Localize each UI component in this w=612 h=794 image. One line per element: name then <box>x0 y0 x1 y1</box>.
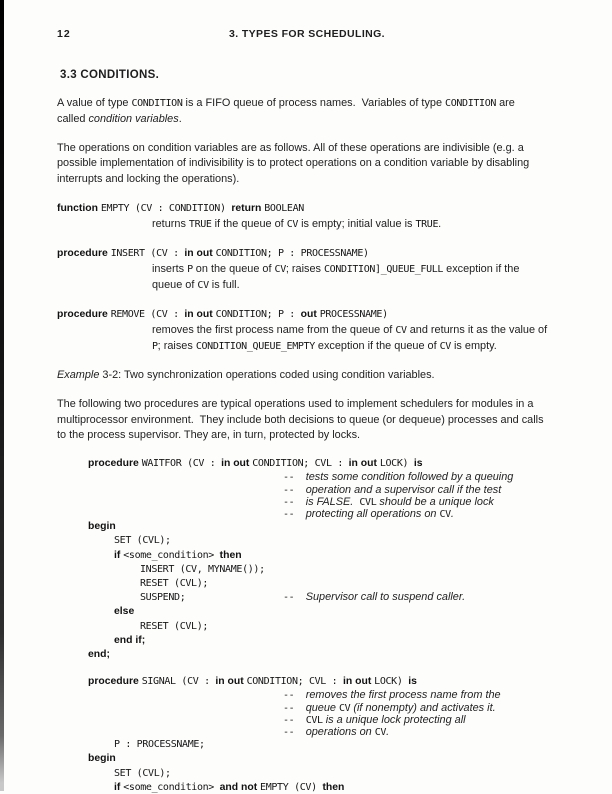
text-segment: REMOVE (CV : <box>110 308 185 320</box>
text-segment: then <box>322 781 345 793</box>
text-segment: to the process supervisor. They are, in turn, protected by locks. <box>57 429 361 442</box>
text-line <box>57 155 562 171</box>
text-segment: possible implementation of indivisibility is to protect operations on a condition variable by disabling <box>57 157 530 170</box>
text-segment: -- <box>283 496 306 508</box>
code-line <box>57 548 562 562</box>
text-segment: tests some condition followed by a queuing <box>305 471 514 484</box>
text-segment: CONDITION <box>131 98 183 109</box>
text-line <box>57 427 562 443</box>
text-segment: Example <box>57 368 100 381</box>
text-segment: in out <box>343 676 375 688</box>
text-segment: P : PROCESSNAME; <box>114 739 205 751</box>
text-segment: -- <box>283 690 306 702</box>
text-segment: CV <box>374 726 387 738</box>
text-segment: is a unique lock protecting all <box>322 713 466 726</box>
text-segment: -- <box>283 702 306 714</box>
text-segment: if <box>114 781 124 793</box>
code-line <box>57 245 562 261</box>
text-segment: is empty; initial value is <box>298 217 416 230</box>
text-segment: CV <box>339 702 351 714</box>
text-segment: then <box>219 549 242 561</box>
text-segment: exception if the queue of <box>314 339 440 352</box>
code-line <box>57 519 562 533</box>
code-line <box>57 533 562 547</box>
text-segment: CV <box>274 263 286 275</box>
text-segment: operation and a supervisor call if the test <box>305 483 502 496</box>
text-segment: -- <box>283 472 306 484</box>
text-segment: in out <box>184 247 216 259</box>
text-segment: The following two procedures are typical operations used to implement schedulers for modules in a <box>57 397 534 410</box>
text-segment: -- <box>283 508 306 520</box>
code-line <box>57 277 562 293</box>
text-segment: CV <box>197 279 209 291</box>
code-line <box>57 688 562 700</box>
text-segment: and not <box>219 781 261 793</box>
text-segment: TRUE <box>415 218 439 230</box>
text-line <box>57 140 562 156</box>
text-line <box>57 95 562 111</box>
text-segment: P <box>187 263 193 275</box>
code-line <box>57 633 562 647</box>
text-segment: -- <box>283 484 306 496</box>
text-segment: called <box>57 112 89 125</box>
code-line <box>57 306 562 322</box>
code-line <box>57 338 562 354</box>
code-line <box>57 766 562 780</box>
text-segment: INSERT (CV, MYNAME()); <box>140 563 265 575</box>
text-segment: on the queue of <box>192 262 275 275</box>
code-line <box>57 470 562 482</box>
text-segment: -- <box>283 592 306 604</box>
text-segment: protecting all operations on <box>305 507 440 520</box>
text-segment: in out <box>348 458 380 470</box>
text-segment: CVL <box>305 714 323 726</box>
code-line <box>57 200 562 216</box>
code-line <box>57 751 562 765</box>
text-segment: P <box>152 340 158 352</box>
example-caption <box>57 367 562 383</box>
text-segment: . <box>438 217 442 230</box>
text-segment: in out <box>215 676 247 688</box>
text-segment: ; raises <box>285 262 325 275</box>
text-segment: in out <box>184 308 216 320</box>
text-segment: LOCK) <box>374 676 409 688</box>
text-segment: exception if the <box>443 262 520 275</box>
text-segment: PROCESSNAME) <box>319 308 388 320</box>
code-block <box>57 456 562 661</box>
text-segment: CV <box>286 218 299 230</box>
paragraph <box>57 140 562 187</box>
running-header: 3. TYPES FOR SCHEDULING. <box>228 28 386 40</box>
text-segment: function <box>57 202 101 214</box>
page-content <box>0 95 612 794</box>
text-segment: if the queue of <box>211 217 287 230</box>
text-line <box>57 111 562 127</box>
paragraph <box>57 396 562 443</box>
text-segment: SET (CVL); <box>114 767 171 779</box>
text-segment: CVL <box>359 496 377 508</box>
text-segment: WAITFOR (CV : <box>141 458 222 470</box>
text-segment: end if; <box>114 634 146 646</box>
text-segment: TRUE <box>188 218 212 230</box>
text-segment: procedure <box>57 247 111 259</box>
text-segment: procedure <box>57 308 111 320</box>
text-segment: INSERT (CV : <box>110 247 185 259</box>
text-segment: begin <box>88 521 116 533</box>
paragraph <box>57 95 562 127</box>
text-segment: multiprocessor environment. They include both decisions to queue (or dequeue) processes and calls <box>57 413 544 426</box>
text-segment: Supervisor call to suspend caller. <box>305 591 466 604</box>
text-segment: is empty. <box>450 339 497 352</box>
text-segment: CONDITION; CVL : <box>252 458 349 470</box>
text-segment: is a FIFO queue of process names. Variables of type <box>182 97 446 109</box>
document-page <box>0 28 612 794</box>
code-definition <box>57 306 562 354</box>
code-line <box>57 322 562 338</box>
code-line <box>57 216 562 232</box>
text-segment: RESET (CVL); <box>140 620 209 632</box>
text-segment: out <box>300 308 320 320</box>
text-segment: interrupts and locking the operations). <box>57 173 240 186</box>
text-segment: . <box>178 112 182 125</box>
text-segment: is <box>408 676 417 688</box>
text-segment: SUSPEND; <box>140 592 186 604</box>
text-segment: condition variables <box>88 112 179 125</box>
text-segment: <some_condition> <box>123 781 220 793</box>
code-line <box>57 674 562 688</box>
text-segment: CONDITION <box>445 98 497 109</box>
text-segment: removes the first process name from the <box>305 689 501 702</box>
text-line <box>57 171 562 187</box>
text-segment: 3-2: Two synchronization operations coded using condition variables. <box>99 368 435 381</box>
code-line <box>57 261 562 277</box>
text-segment: EMPTY (CV) <box>260 781 323 793</box>
code-definition <box>57 245 562 293</box>
text-segment: LOCK) <box>379 458 414 470</box>
code-comment <box>283 590 465 604</box>
code-line <box>57 619 562 633</box>
text-segment: are <box>496 97 515 109</box>
text-segment: CV <box>439 508 451 520</box>
code-block <box>57 674 562 794</box>
code-definition <box>57 200 562 232</box>
text-segment: else <box>114 606 135 618</box>
code-line <box>57 456 562 470</box>
text-segment: queue <box>305 701 339 714</box>
code-line <box>57 701 562 713</box>
text-segment: is full. <box>208 278 240 291</box>
text-segment: should be a unique lock <box>376 495 494 508</box>
text-segment: procedure <box>88 458 142 470</box>
code-line <box>57 576 562 590</box>
text-segment: CONDITION_QUEUE_EMPTY <box>195 340 315 352</box>
text-segment: -- <box>283 714 306 726</box>
text-line <box>57 396 562 412</box>
text-segment: removes the first process name from the queue of <box>152 323 396 336</box>
text-segment: and returns it as the value of <box>406 323 548 336</box>
text-segment: inserts <box>152 262 188 275</box>
text-segment: CONDITION; P : <box>215 308 301 320</box>
text-segment: CONDITION]_QUEUE_FULL <box>324 263 444 275</box>
text-segment: EMPTY (CV : CONDITION) <box>100 202 232 214</box>
code-line <box>57 495 562 507</box>
code-line <box>57 737 562 751</box>
text-segment: queue of <box>152 278 198 291</box>
code-line <box>57 483 562 495</box>
code-line <box>57 713 562 725</box>
section-title: 3.3 CONDITIONS. <box>60 69 160 81</box>
text-segment: returns <box>152 217 189 230</box>
code-line <box>57 507 562 519</box>
text-segment: return <box>231 202 265 214</box>
text-segment: CV <box>395 324 407 336</box>
text-segment: CONDITION; P : PROCESSNAME) <box>215 247 369 259</box>
text-line <box>57 412 562 428</box>
code-line <box>57 590 562 604</box>
text-segment: -- <box>283 726 306 738</box>
code-line <box>57 562 562 576</box>
text-segment: SET (CVL); <box>114 535 171 547</box>
text-segment: The operations on condition variables are as follows. All of these operations are indivisible (e.g. a <box>57 141 524 154</box>
text-segment: BOOLEAN <box>264 202 304 214</box>
text-segment: SIGNAL (CV : <box>141 676 216 688</box>
text-segment: is FALSE. <box>305 495 360 508</box>
code-line <box>57 604 562 618</box>
code-line <box>57 647 562 661</box>
text-segment: begin <box>88 753 116 765</box>
page-header <box>0 28 612 42</box>
code-line <box>57 780 562 794</box>
page-number: 12 <box>57 28 71 40</box>
text-segment: end; <box>88 648 110 660</box>
text-segment: operations on <box>305 725 375 738</box>
text-segment: in out <box>221 458 253 470</box>
text-segment: <some_condition> <box>123 549 220 561</box>
text-segment: . <box>386 725 390 738</box>
text-segment: procedure <box>88 676 142 688</box>
text-segment: is <box>413 458 423 470</box>
text-segment: A value of type <box>57 97 132 109</box>
text-segment: . <box>450 507 454 520</box>
text-segment: (if nonempty) and activates it. <box>350 701 496 714</box>
code-line <box>57 725 562 737</box>
text-segment: if <box>114 549 124 561</box>
text-segment: CONDITION; CVL : <box>246 676 343 688</box>
text-line <box>57 367 562 383</box>
text-segment: ; raises <box>157 339 196 352</box>
text-segment: CV <box>439 340 451 352</box>
text-segment: RESET (CVL); <box>140 577 209 589</box>
